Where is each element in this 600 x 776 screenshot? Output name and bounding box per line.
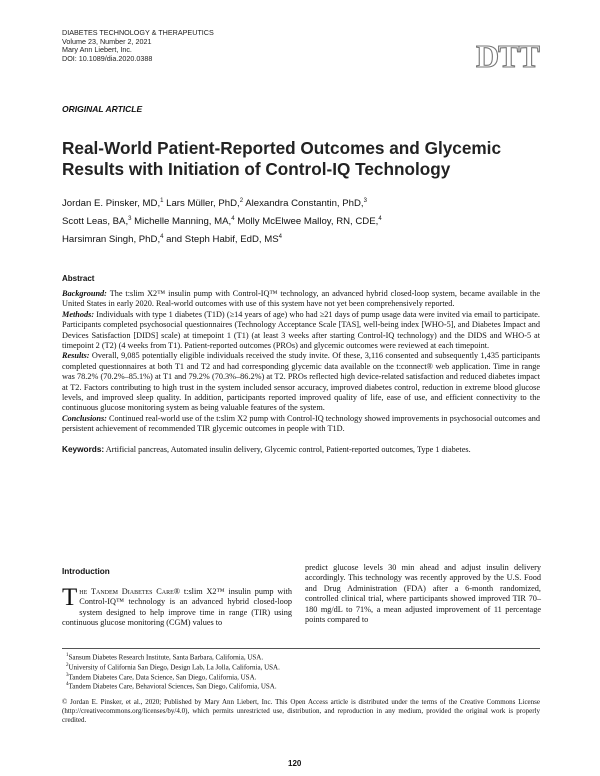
author-list [62, 194, 502, 247]
abstract-methods: Methods: Individuals with type 1 diabetes (T1D) (≥14 years of age) who had ≥21 days of pump usage data were invited via email to participate. Participants completed psychosocial questionnaires (Technology Acceptance Scale [TAS], well-being index [WHO-5], and Diabetes Impact and Devices Satisfaction [DIDS] scale) at timepoint 1 (T1) (at least 3 weeks after starting Control-IQ technology) and the DIDS and WHO-5 at timepoint 2 (T2) (4 weeks from T1). Patient-reported outcomes (PROs) and glycemic outcomes were reviewed at each timepoint. [62, 309, 540, 351]
abstract-heading: Abstract [62, 274, 95, 283]
abstract-results: Results: Overall, 9,085 potentially eligible individuals received the study invite. Of these, 3,116 consented and subsequently 1,435 participants completed questionnaires at both T1 and T2 and had corresponding glycemic data available on the t:connect® web application. Time in range was 78.2% (70.2%–85.1%) at T1 and 79.2% (70.3%–86.2%) at T2. PROs reflected high device-related satisfaction and reduced diabetes impact at T2. Factors contributing to high trust in the system included sensor accuracy, improved diabetes control, reduction in extreme blood glucose levels, and improved sleep quality. In addition, participants reported improved quality of life, ease of use, and efficient connectivity to the continuous glucose monitoring system as being valuable features of the system. [62, 351, 541, 413]
author: Molly McElwee Malloy, RN, CDE,$^4$ [237, 215, 382, 227]
abstract-conclusions: Conclusions: Continued real-world use of the t:slim X2 pump with Control-IQ technology showed improvements in psychosocial outcomes and persistent achievement of recommended TIR glycemic outcomes in people with T1D. [62, 413, 540, 434]
author: Jordan E. Pinsker, MD,$^1$ [62, 198, 164, 210]
author: Scott Leas, BA,$^3$ [62, 215, 132, 227]
affiliation: $^2$University of California San Diego, Design Lab, La Jolla, California, USA. [66, 662, 280, 672]
journal-logo: DTT [476, 38, 539, 74]
journal-volume: Volume 23, Number 2, 2021 [62, 36, 152, 46]
author: Alexandra Constantin, PhD,$^3$ [245, 198, 367, 210]
journal-name: DIABETES TECHNOLOGY & THERAPEUTICS [62, 28, 214, 37]
journal-header [62, 29, 214, 63]
author: Lars Müller, PhD,$^2$ [166, 198, 244, 210]
drop-cap: T [62, 584, 78, 611]
affiliation: $^1$Sansum Diabetes Research Institute, Santa Barbara, California, USA. [66, 653, 264, 662]
affiliation: $^3$Tandem Diabetes Care, Data Science, San Diego, California, USA. [66, 672, 257, 681]
keywords: Keywords: Artificial pancreas, Automated insulin delivery, Glycemic control, Patient-reported outcomes, Type 1 diabetes. [62, 444, 471, 454]
affiliation: $^4$Tandem Diabetes Care, Behavioral Sciences, San Diego, California, USA. [66, 682, 277, 691]
body-column-right: predict glucose levels 30 min ahead and adjust insulin delivery accordingly. This technology was recently approved by the U.S. Food and Drug Administration (FDA) after a 6-month randomized, controlled clinical trial, where participants showed improved TIR 70–180 mg/dL to 71%, a mean adjusted improvement of 11 percentage points compared to [305, 563, 541, 625]
license-notice: © Jordan E. Pinsker, et al., 2020; Published by Mary Ann Liebert, Inc. This Open Access article is distributed under the terms of the Creative Commons License (http://creativecommons.org/licenses/by/4.0), which permits unrestricted use, distribution, and reproduction in any medium, provided the original work is properly credited. [62, 698, 540, 724]
article-type: ORIGINAL ARTICLE [62, 104, 143, 114]
body-column-left: The Tandem Diabetes Care® t:slim X2™ insulin pump with Control-IQ™ technology is an advanced hybrid closed-loop system designed to help improve time in range (TIR) using continuous glucose monitoring (CGM) values to [62, 584, 293, 628]
abstract-background: Background: The t:slim X2™ insulin pump with Control-IQ™ technology, an advanced hybrid closed-loop system, became available in the United States in early 2020. Real-world outcomes with use of this system have not yet been comprehensively reported. [62, 289, 540, 309]
author: Harsimran Singh, PhD,$^4$ [62, 233, 164, 245]
author: and Steph Habif, EdD, $MS^4$ [166, 233, 282, 245]
article-title: Real-World Patient-Reported Outcomes and Glycemic Results with Initiation of Control-IQ Technology [62, 138, 502, 179]
author: Michelle Manning, MA,$^4$ [134, 215, 235, 227]
abstract [62, 274, 540, 455]
footnote-divider [62, 648, 540, 649]
journal-publisher: Mary Ann Liebert, Inc. [62, 45, 132, 55]
journal-doi: DOI: 10.1089/dia.2020.0388 [62, 53, 153, 63]
introduction-heading: Introduction [62, 567, 110, 576]
page-number: 120 [288, 759, 302, 768]
affiliations [66, 652, 536, 691]
